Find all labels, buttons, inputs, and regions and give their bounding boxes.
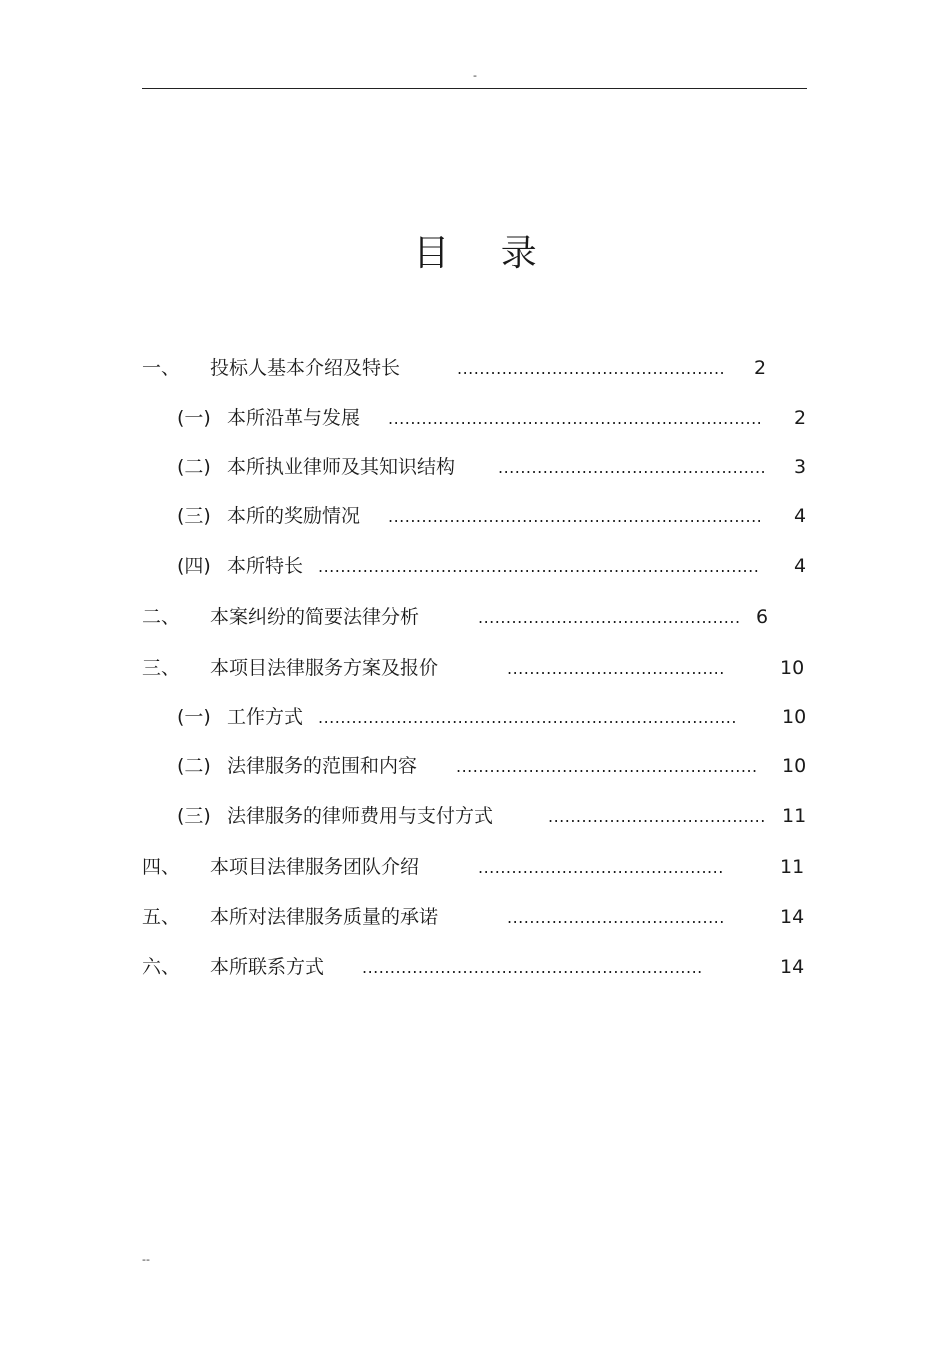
toc-page-number: 10 — [780, 657, 805, 679]
toc-page-number: 11 — [782, 805, 807, 827]
toc-entry-section-3-3[interactable] — [0, 801, 950, 831]
toc-entry-label: 本所的奖励情况 — [227, 505, 361, 527]
page-footer-mark: -- — [142, 1253, 150, 1266]
toc-leader-dots: ....................................... — [548, 807, 766, 826]
toc-page-number: 3 — [794, 456, 807, 478]
toc-page-number: 2 — [754, 357, 767, 379]
toc-entry-number: (三) — [177, 805, 211, 827]
toc-entry-number: (二) — [177, 456, 211, 478]
toc-entry-label: 法律服务的范围和内容 — [227, 755, 418, 777]
toc-leader-dots: ............................................................. — [362, 958, 703, 977]
page-title: 目 录 — [413, 233, 557, 274]
toc-entry-number: 一、 — [142, 357, 181, 379]
toc-page-number: 10 — [782, 755, 807, 777]
toc-entry-section-6[interactable] — [0, 952, 950, 982]
toc-entry-label: 本所联系方式 — [210, 956, 325, 978]
toc-entry-label: 法律服务的律师费用与支付方式 — [227, 805, 494, 827]
toc-entry-number: 二、 — [142, 606, 181, 628]
toc-entry-number: (四) — [177, 555, 211, 577]
toc-leader-dots: ................................................ — [457, 359, 726, 378]
toc-page-number: 10 — [782, 706, 807, 728]
toc-page-number: 14 — [780, 956, 805, 978]
toc-entry-label: 本所执业律师及其知识结构 — [227, 456, 456, 478]
toc-entry-number: (一) — [177, 407, 211, 429]
toc-leader-dots: ...................................................... — [456, 757, 758, 776]
toc-entry-label: 工作方式 — [227, 706, 304, 728]
toc-entry-number: (一) — [177, 706, 211, 728]
toc-entry-label: 本所特长 — [227, 555, 304, 577]
toc-entry-section-5[interactable] — [0, 902, 950, 932]
toc-entry-number: (三) — [177, 505, 211, 527]
header-rule — [142, 88, 807, 89]
toc-entry-number: 六、 — [142, 956, 181, 978]
toc-leader-dots: ........................................................................... — [318, 708, 737, 727]
toc-page-number: 2 — [794, 407, 807, 429]
toc-entry-section-3-2[interactable] — [0, 751, 950, 781]
toc-entry-section-1-3[interactable] — [0, 501, 950, 531]
toc-page-number: 6 — [756, 606, 769, 628]
toc-leader-dots: ............................................................................... — [318, 557, 760, 576]
toc-entry-label: 本所沿革与发展 — [227, 407, 361, 429]
toc-leader-dots: ................................................ — [498, 458, 767, 477]
toc-entry-section-1-2[interactable] — [0, 452, 950, 482]
toc-entry-section-2[interactable] — [0, 602, 950, 632]
toc-entry-label: 本项目法律服务方案及报价 — [210, 657, 439, 679]
toc-entry-label: 本案纠纷的简要法律分析 — [210, 606, 420, 628]
toc-page-number: 4 — [794, 505, 807, 527]
toc-page-number: 14 — [780, 906, 805, 928]
toc-entry-number: 五、 — [142, 906, 181, 928]
toc-leader-dots: ............................................... — [478, 608, 741, 627]
toc-entry-section-4[interactable] — [0, 852, 950, 882]
toc-entry-label: 本所对法律服务质量的承诺 — [210, 906, 439, 928]
page-header-mark: - — [473, 69, 477, 82]
toc-entry-label: 本项目法律服务团队介绍 — [210, 856, 420, 878]
toc-leader-dots: ....................................... — [507, 908, 725, 927]
toc-page-number: 11 — [780, 856, 805, 878]
toc-entry-number: (二) — [177, 755, 211, 777]
toc-page-number: 4 — [794, 555, 807, 577]
toc-entry-section-3-1[interactable] — [0, 702, 950, 732]
toc-entry-number: 四、 — [142, 856, 181, 878]
toc-leader-dots: ................................................................... — [388, 507, 763, 526]
toc-leader-dots: ................................................................... — [388, 409, 763, 428]
toc-entry-label: 投标人基本介绍及特长 — [210, 357, 401, 379]
toc-entry-section-1-4[interactable] — [0, 551, 950, 581]
toc-entry-number: 三、 — [142, 657, 181, 679]
toc-leader-dots: ....................................... — [507, 659, 725, 678]
toc-entry-section-1[interactable] — [0, 353, 950, 383]
toc-leader-dots: ............................................ — [478, 858, 724, 877]
toc-entry-section-3[interactable] — [0, 653, 950, 683]
toc-entry-section-1-1[interactable] — [0, 403, 950, 433]
